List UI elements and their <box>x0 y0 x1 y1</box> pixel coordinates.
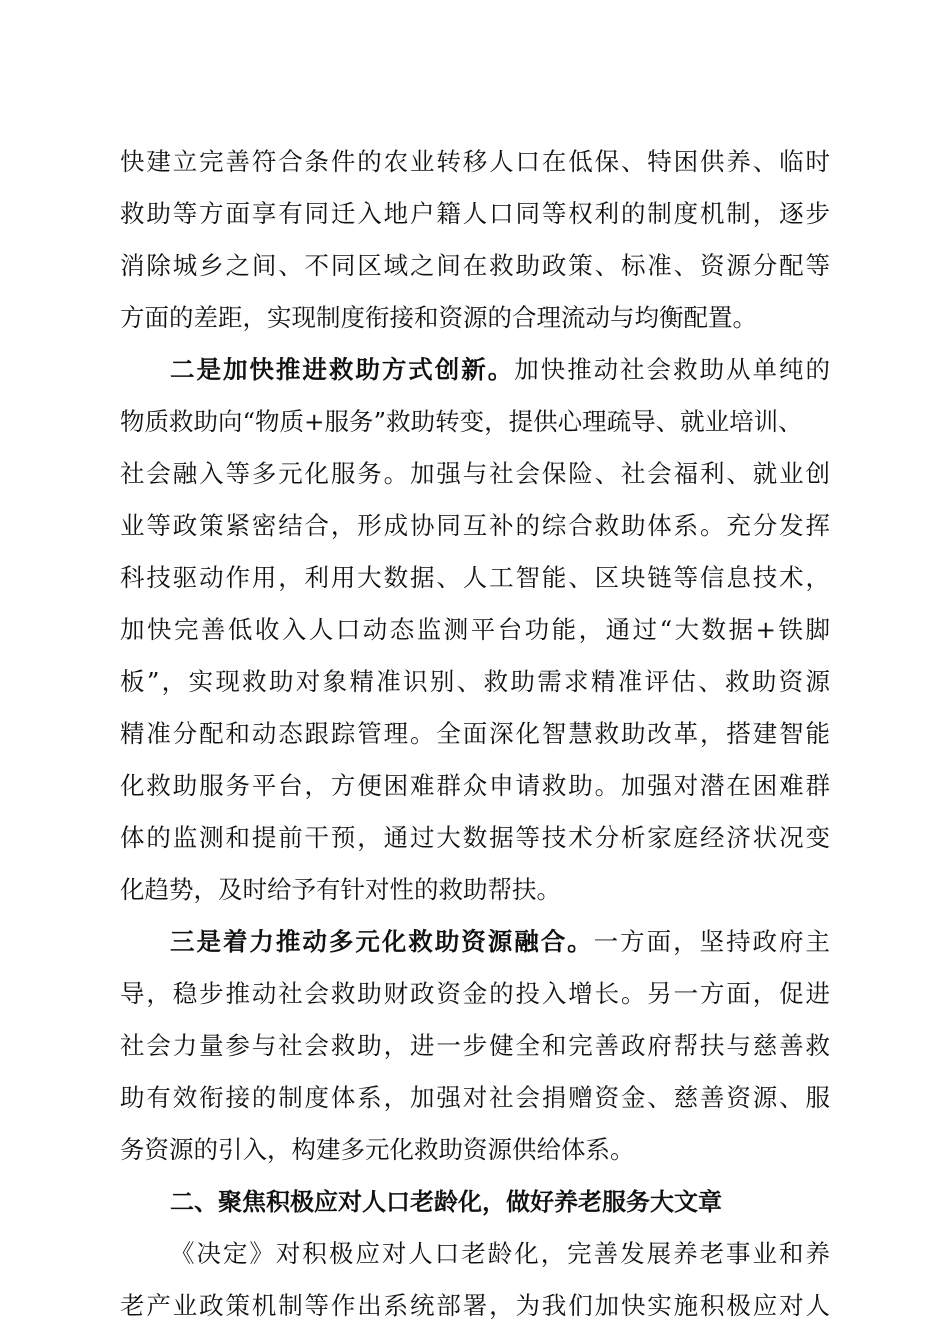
paragraph-line: 化趋势，及时给予有针对性的救助帮扶。 <box>120 875 561 904</box>
paragraph-text: 一方面，坚持政府主 <box>593 927 830 956</box>
paragraph-line: 务资源的引入，构建多元化救助资源供给体系。 <box>120 1135 635 1164</box>
paragraph-line: 方面的差距，实现制度衔接和资源的合理流动与均衡配置。 <box>120 303 757 332</box>
paragraph-line: 科技驱动作用，利用大数据、人工智能、区块链等信息技术， <box>120 563 830 592</box>
paragraph-text: 加快推动社会救助从单纯的 <box>514 355 830 384</box>
paragraph-lead: 三是着力推动多元化救助资源融合。 <box>170 927 594 956</box>
paragraph-line: 物质救助向“物质+服务”救助转变，提供心理疏导、就业培训、 <box>120 407 803 436</box>
paragraph-line: 社会力量参与社会救助，进一步健全和完善政府帮扶与慈善救 <box>120 1031 830 1060</box>
paragraph-lead: 二是加快推进救助方式创新。 <box>170 355 515 384</box>
paragraph-line: 导，稳步推动社会救助财政资金的投入增长。另一方面，促进 <box>120 979 830 1008</box>
paragraph-line: 助有效衔接的制度体系，加强对社会捐赠资金、慈善资源、服 <box>120 1083 830 1112</box>
paragraph-line: 老产业政策机制等作出系统部署，为我们加快实施积极应对人 <box>120 1291 830 1320</box>
paragraph-line: 化救助服务平台，方便困难群众申请救助。加强对潜在困难群 <box>120 771 830 800</box>
paragraph-line: 板”，实现救助对象精准识别、救助需求精准评估、救助资源 <box>120 667 830 696</box>
paragraph-first-line <box>170 344 830 396</box>
paragraph-line: 救助等方面享有同迁入地户籍人口同等权利的制度机制，逐步 <box>120 199 830 228</box>
section-heading: 二、聚焦积极应对人口老龄化，做好养老服务大文章 <box>170 1188 722 1216</box>
paragraph-line: 社会融入等多元化服务。加强与社会保险、社会福利、就业创 <box>120 459 830 488</box>
paragraph-line: 消除城乡之间、不同区域之间在救助政策、标准、资源分配等 <box>120 251 830 280</box>
paragraph-line: 加快完善低收入人口动态监测平台功能，通过“大数据+铁脚 <box>120 615 830 644</box>
paragraph-line: 精准分配和动态跟踪管理。全面深化智慧救助改革，搭建智能 <box>120 719 830 748</box>
paragraph-line: 体的监测和提前干预，通过大数据等技术分析家庭经济状况变 <box>120 823 830 852</box>
paragraph-line: 快建立完善符合条件的农业转移人口在低保、特困供养、临时 <box>120 147 830 176</box>
paragraph-line: 业等政策紧密结合，形成协同互补的综合救助体系。充分发挥 <box>120 511 830 540</box>
paragraph-first-line: 《决定》对积极应对人口老龄化，完善发展养老事业和养 <box>170 1239 830 1268</box>
paragraph-first-line <box>170 916 830 968</box>
